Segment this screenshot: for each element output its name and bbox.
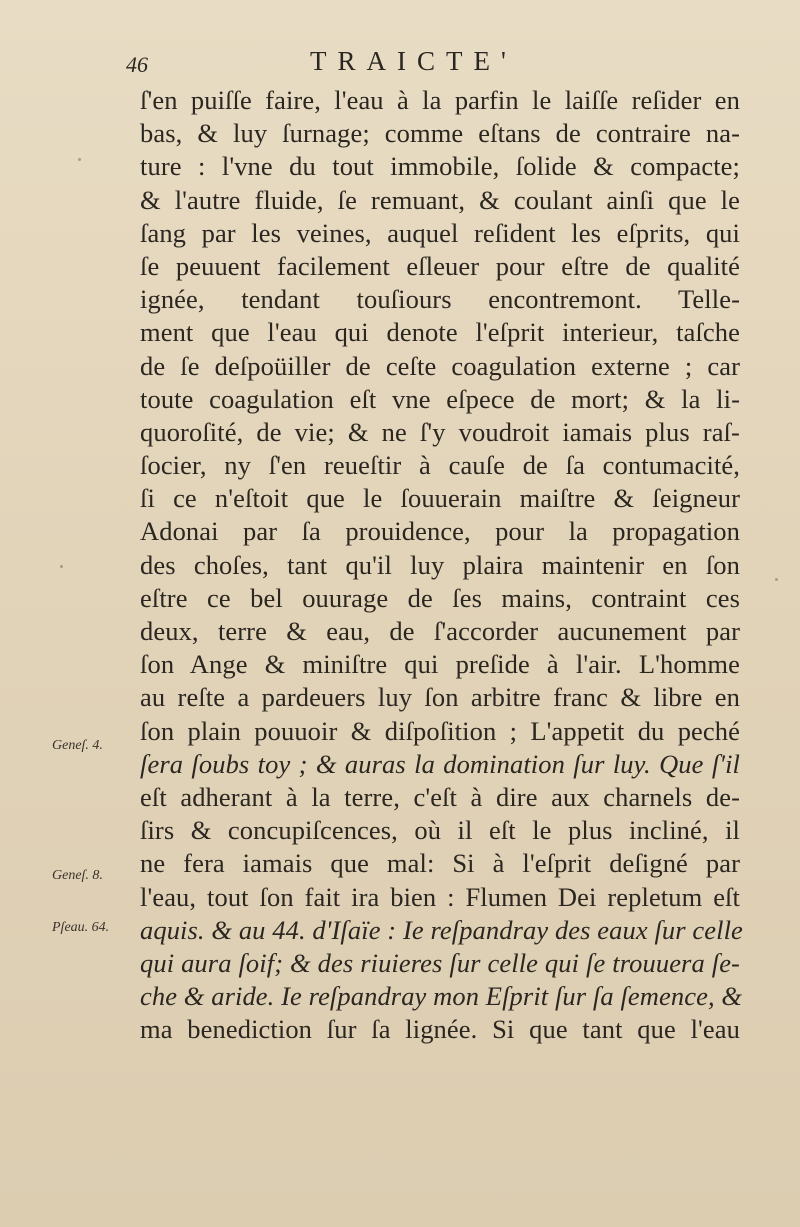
- text-line: l'eau, tout ſon fait ira bien : Flumen Dei repletum eſt: [140, 881, 740, 912]
- text-line: au reſte a pardeuers luy ſon arbitre franc & libre en: [140, 682, 740, 713]
- text-line: ſe peuuent facilement eſleuer pour eſtre de qualité: [140, 250, 740, 281]
- text-line: ſirs & concupiſcences, où il eſt le plus incliné, il: [140, 815, 740, 846]
- text-line: toute coagulation eſt vne eſpece de mort; & la li-: [140, 383, 740, 414]
- page-number: 46: [126, 52, 148, 77]
- text-line: che & aride. Ie reſpandray mon Eſprit ſur ſa ſemence, &: [140, 981, 743, 1012]
- margin-note-genesis-4: Geneſ. 4.: [52, 738, 103, 753]
- text-line: de ſe deſpoüiller de ceſte coagulation externe ; car: [140, 350, 740, 381]
- text-line: ſon plain pouuoir & diſpoſition ; L'appetit du peché: [140, 715, 740, 746]
- text-line: eſtre ce bel ouurage de ſes mains, contraint ces: [140, 582, 740, 613]
- text-line: Adonai par ſa prouidence, pour la propagation: [140, 516, 740, 547]
- text-line: ture : l'vne du tout immobile, ſolide & compacte;: [140, 151, 740, 182]
- text-line: ſon Ange & miniſtre qui preſide à l'air. L'homme: [140, 649, 740, 680]
- text-line: ſera ſoubs toy ; & auras la domination ſur luy. Que ſ'il: [140, 748, 740, 779]
- text-line: aquis. & au 44. d'Iſaïe : Ie reſpandray des eaux ſur celle: [140, 914, 743, 945]
- text-line: bas, & luy ſurnage; comme eſtans de contraire na-: [140, 118, 740, 149]
- text-line: eſt adherant à la terre, c'eſt à dire aux charnels de-: [140, 781, 740, 812]
- text-line: quoroſité, de vie; & ne ſ'y voudroit iamais plus raſ-: [140, 416, 740, 447]
- text-line: ma benediction ſur ſa lignée. Si que tant que l'eau: [140, 1014, 740, 1045]
- body-text: [140, 84, 743, 1046]
- page-header: [0, 46, 800, 86]
- text-line: ment que l'eau qui denote l'eſprit interieur, taſche: [140, 317, 740, 348]
- text-line: qui aura ſoif; & des riuieres ſur celle qui ſe trouuera ſe-: [140, 947, 740, 978]
- text-line: ſang par les veines, auquel reſident les eſprits, qui: [140, 217, 740, 248]
- text-line: ne fera iamais que mal: Si à l'eſprit deſigné par: [140, 848, 740, 879]
- text-line: des choſes, tant qu'il luy plaira maintenir en ſon: [140, 549, 740, 580]
- paper-speck: [60, 565, 63, 568]
- paper-speck: [775, 578, 778, 581]
- text-line: ſocier, ny ſ'en reueſtir à cauſe de ſa contumacité,: [140, 450, 740, 481]
- margin-note-psalm-64: Pſeau. 64.: [52, 920, 110, 935]
- text-line: deux, terre & eau, de ſ'accorder aucunement par: [140, 616, 740, 646]
- text-line: ſ'en puiſſe faire, l'eau à la parfin le laiſſe reſider en: [140, 85, 740, 115]
- paper-speck: [78, 158, 81, 161]
- running-title: TRAICTE': [310, 46, 517, 76]
- text-line: & l'autre fluide, ſe remuant, & coulant ainſi que le: [140, 184, 740, 215]
- margin-note-genesis-8: Geneſ. 8.: [52, 868, 103, 883]
- text-line: ignée, tendant touſiours encontremont. Telle-: [140, 284, 740, 315]
- text-line: ſi ce n'eſtoit que le ſouuerain maiſtre & ſeigneur: [140, 483, 740, 514]
